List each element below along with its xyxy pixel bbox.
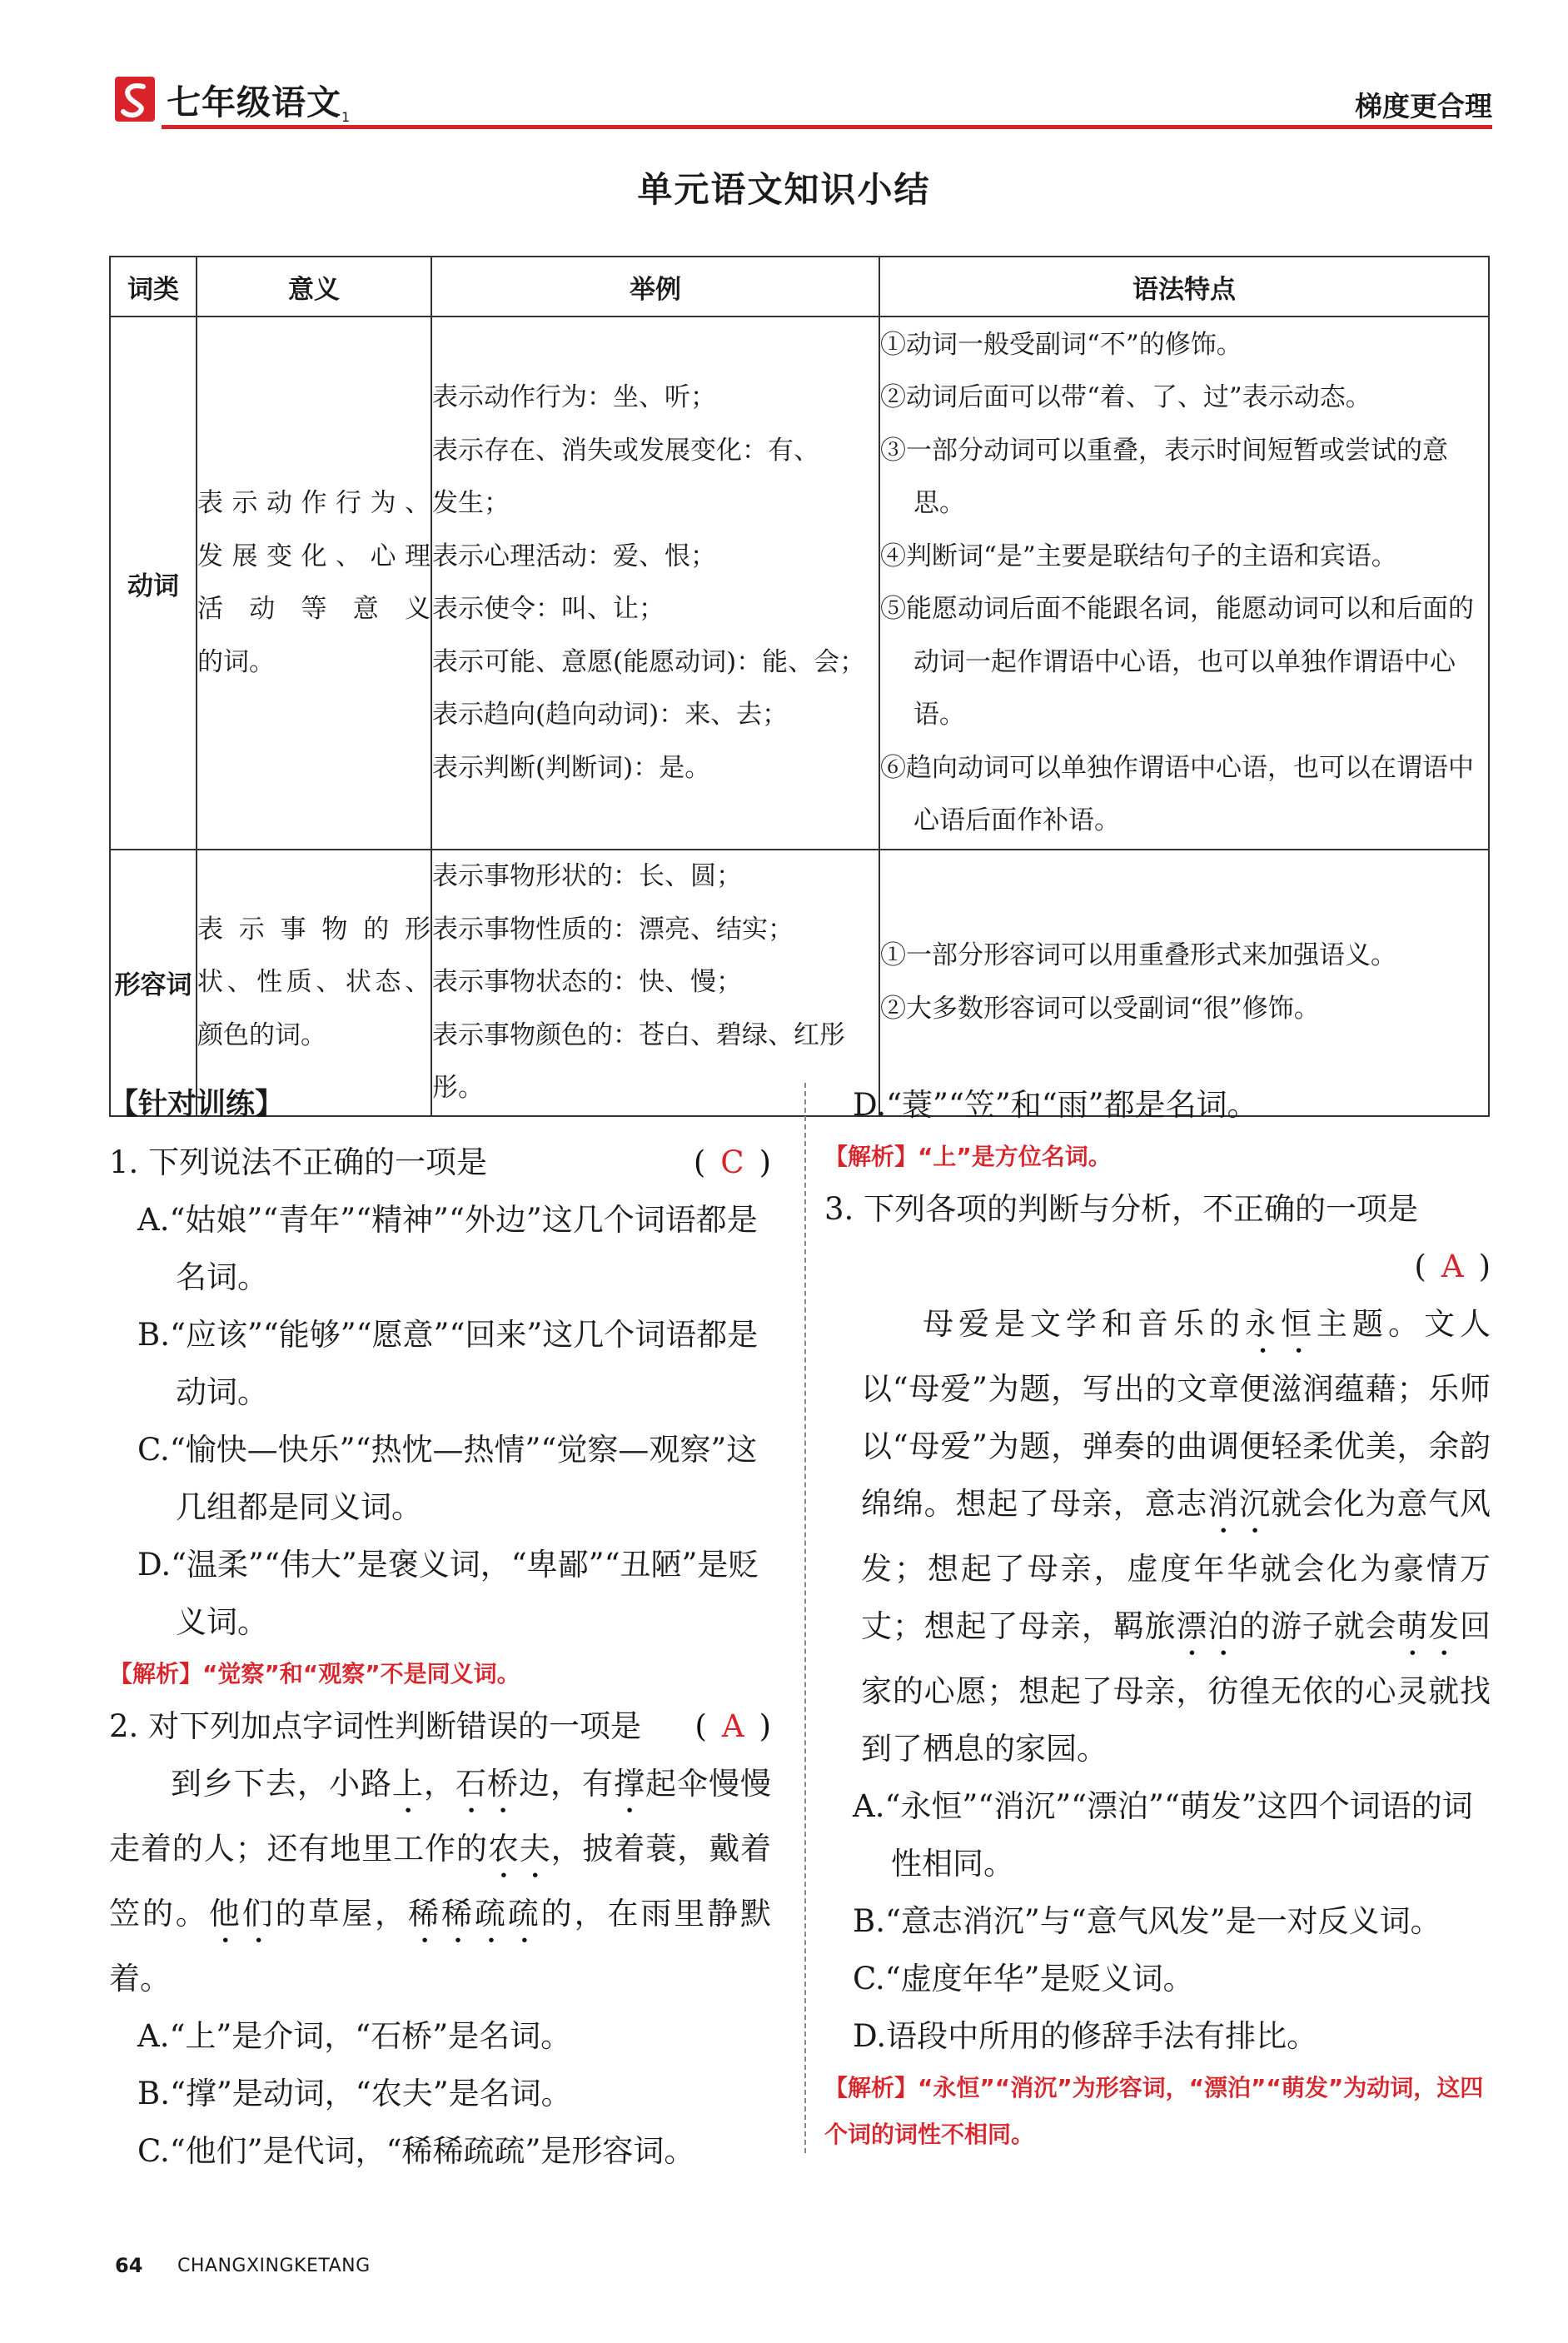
answer-bracket: ( A ): [1414, 1249, 1491, 1284]
question-passage: 母爱是文学和音乐的永恒主题。文人以“母爱”为题，写出的文章便滋润蕴藉；乐师以“母爱”为题，弹奏的曲调便轻柔优美，余韵绵绵。想起了母亲，意志消沉就会化为意气风发；想起了母亲，虚度年华就会化为豪情万丈；想起了母亲，羁旅漂泊的游子就会萌发回家的心愿；想起了母亲，彷徨无依的心灵就找到了栖息的家园。: [861, 1306, 1491, 1767]
unit-title: 单元语文知识小结: [637, 169, 931, 210]
verb-feature-item: ⑤能愿动词后面不能跟名词，能愿动词可以和后面的动词一起作谓语中心语，也可以单独作谓语中心语。: [880, 594, 1474, 730]
table-header-row: [110, 257, 1489, 317]
dotted-word: 撑: [614, 1766, 645, 1802]
publisher-logo-icon: [115, 77, 155, 122]
adj-feature-item: ②大多数形容词可以受副词“很”修饰。: [880, 993, 1320, 1024]
verb-meaning-line: 活动等意义: [197, 594, 431, 624]
dotted-word: 漂泊: [1176, 1608, 1240, 1644]
page-number: 64: [115, 2254, 143, 2277]
option-d: D.“蓑”“笠”和“雨”都是名词。: [853, 1087, 1258, 1123]
dotted-word: 稀稀疏疏: [408, 1896, 541, 1932]
answer-bracket: ( A ): [694, 1708, 771, 1744]
table-header-cell: 举例: [431, 257, 879, 317]
training-heading: 【针对训练】: [109, 1088, 285, 1121]
verb-feature-item: ④判断词“是”主要是联结句子的主语和宾语。: [880, 541, 1397, 571]
page-header: [115, 73, 1492, 130]
column-divider: [804, 1083, 806, 2153]
question-stem: 1. 下列说法不正确的一项是: [109, 1144, 488, 1180]
right-column: [824, 1076, 1491, 2158]
dotted-word: 他们: [208, 1896, 276, 1932]
option-a: A.“姑娘”“青年”“精神”“外边”这几个词语都是名词。: [137, 1202, 758, 1295]
adj-example-line: 表示事物形状的：长、圆；: [432, 861, 742, 891]
option-a: A.“永恒”“消沉”“漂泊”“萌发”这四个词语的词性相同。: [853, 1788, 1473, 1882]
question-stem: 3. 下列各项的判断与分析，不正确的一项是: [824, 1191, 1419, 1227]
header-rule: [162, 125, 1492, 129]
dotted-word: 农夫: [487, 1831, 551, 1867]
verb-features-cell: [879, 317, 1489, 850]
adj-example-line: 表示事物状态的：快、慢；: [432, 967, 742, 997]
verb-meaning-line: 的词。: [197, 646, 275, 677]
option-c: C.“虚度年华”是贬义词。: [853, 1961, 1194, 1997]
verb-feature-item: ②动词后面可以带“着、了、过”表示动态。: [880, 382, 1371, 412]
table-header-cell: 词类: [110, 257, 197, 317]
adj-meaning-line: 颜色的词。: [197, 1019, 326, 1050]
option-b: B.“撑”是动词，“农夫”是名词。: [137, 2076, 572, 2111]
verb-example-line: 表示存在、消失或发展变化：有、: [432, 435, 819, 466]
verb-example-line: 表示使令：叫、让；: [432, 594, 665, 624]
dotted-word: 石桥: [455, 1766, 519, 1802]
option-b: B.“应该”“能够”“愿意”“回来”这几个词语都是动词。: [137, 1317, 759, 1410]
book-title: 七年级语文$_1$: [167, 82, 351, 126]
table-row-verb: [110, 317, 1489, 850]
verb-example-line: 表示趋向(趋向动词)：来、去；: [432, 700, 789, 730]
answer-bracket: ( C ): [693, 1144, 771, 1180]
verb-feature-item: ①动词一般受副词“不”的修饰。: [880, 329, 1242, 360]
explanation: 【解析】“觉察”和“观察”不是同义词。: [109, 1660, 520, 1687]
answer-value: A: [721, 1708, 744, 1744]
verb-feature-item: ③一部分动词可以重叠，表示时间短暂或尝试的意思。: [880, 435, 1448, 518]
verb-example-line: 发生；: [432, 488, 510, 518]
question-3: [824, 1180, 1491, 1238]
summary-table: [109, 256, 1490, 1117]
verb-example-line: 表示动作行为：坐、听；: [432, 382, 716, 412]
verb-example-line: 表示可能、意愿(能愿动词)：能、会；: [432, 646, 866, 677]
answer-value: A: [1441, 1249, 1464, 1284]
row-type-verb: 动词: [110, 317, 197, 850]
left-column: [109, 1076, 771, 2180]
dotted-word: 萌发: [1396, 1608, 1461, 1644]
verb-feature-item: ⑥趋向动词可以单独作谓语中心语，也可以在谓语中心语后面作补语。: [880, 752, 1474, 835]
question-passage: 到乡下去，小路上，石桥边，有撑起伞慢慢走着的人；还有地里工作的农夫，披着蓑，戴着笠的。他们的草屋，稀稀疏疏的，在雨里静默着。: [109, 1766, 772, 1997]
verb-example-line: 表示判断(判断词)：是。: [432, 752, 711, 783]
question-stem: 2. 对下列加点字词性判断错误的一项是: [109, 1708, 642, 1744]
option-a: A.“上”是介词，“石桥”是名词。: [137, 2018, 572, 2054]
row-type-adjective: 形容词: [110, 850, 197, 1116]
verb-meaning-line: 发展变化、心理: [197, 541, 431, 571]
adj-feature-item: ①一部分形容词可以用重叠形式来加强语义。: [880, 940, 1396, 971]
table-header-cell: 语法特点: [879, 257, 1489, 317]
option-d: D.“温柔”“伟大”是褒义词，“卑鄙”“丑陋”是贬义词。: [137, 1547, 759, 1640]
explanation: 【解析】“上”是方位名词。: [824, 1143, 1112, 1170]
verb-meaning-line: 表示动作行为、: [197, 488, 431, 518]
header-tagline: 梯度更合理: [1355, 90, 1492, 122]
dotted-word: 永恒: [1245, 1306, 1317, 1342]
adj-meaning-line: 状、性质、状态、: [197, 967, 431, 997]
dotted-word: 上: [392, 1766, 424, 1802]
footer-brand: CHANGXINGKETANG: [177, 2256, 371, 2276]
adj-example-line: 表示事物性质的：漂亮、结实；: [432, 914, 794, 945]
question-1: [109, 1134, 771, 1191]
option-c: C.“愉快—快乐”“热忱—热情”“觉察—观察”这几组都是同义词。: [137, 1432, 758, 1525]
verb-examples-cell: [431, 317, 879, 850]
table-header-cell: 意义: [197, 257, 431, 317]
verb-meaning-cell: [197, 317, 431, 850]
option-b: B.“意志消沉”与“意气风发”是一对反义词。: [853, 1903, 1441, 1939]
explanation: 【解析】“永恒”“消沉”为形容词，“漂泊”“萌发”为动词，这四个词的词性不相同。: [824, 2074, 1484, 2148]
answer-value: C: [720, 1144, 744, 1180]
verb-example-line: 表示心理活动：爱、恨；: [432, 541, 716, 571]
question-2: [109, 1697, 771, 1755]
option-d: D.语段中所用的修辞手法有排比。: [853, 2018, 1318, 2054]
adj-meaning-line: 表示事物的形: [197, 914, 431, 945]
option-c: C.“他们”是代词，“稀稀疏疏”是形容词。: [137, 2133, 695, 2169]
adj-example-line: 表示事物颜色的：苍白、碧绿、红彤彤。: [432, 1019, 845, 1103]
dotted-word: 消沉: [1207, 1486, 1271, 1522]
